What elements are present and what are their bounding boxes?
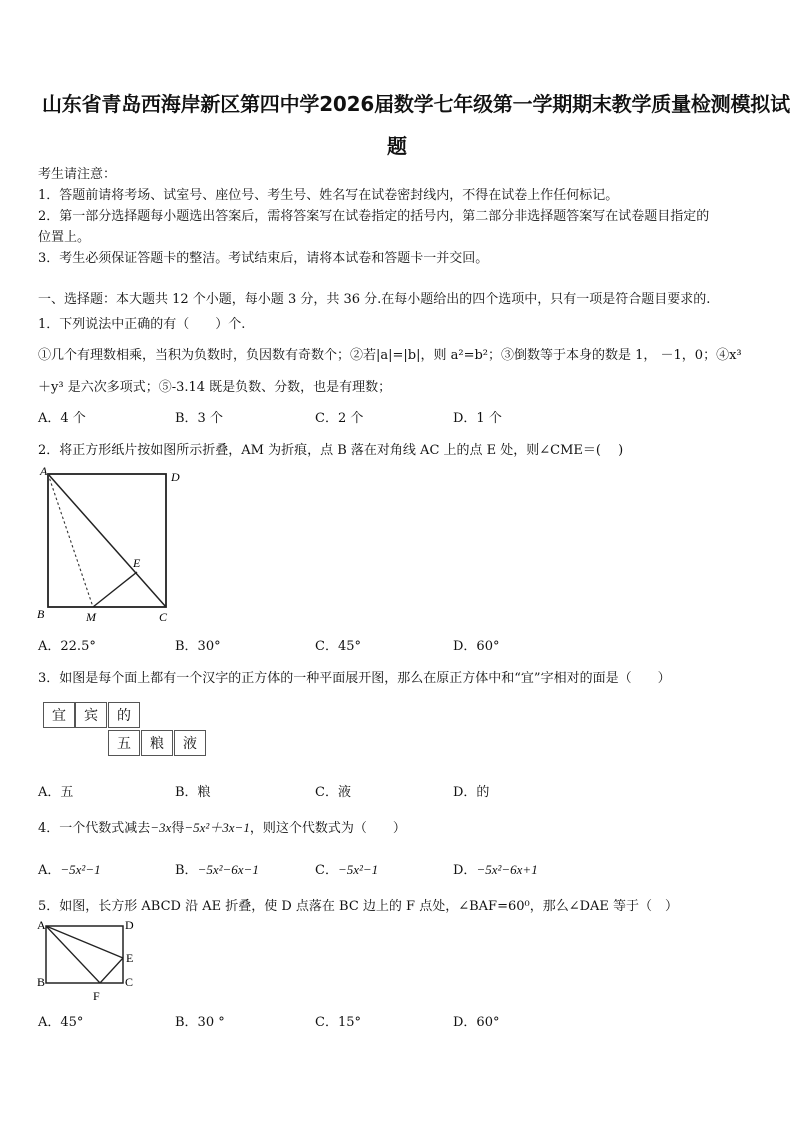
q5-stem: 5．如图，长方形 ABCD 沿 AE 折叠，使 D 点落在 BC 边上的 F 点处，∠BAF=60⁰，那么∠DAE 等于（ ） (38, 899, 679, 914)
q1-text-line2: ＋y³ 是六次多项式；⑤-3.14 既是负数、分数，也是有理数； (38, 380, 392, 395)
label-d: D (171, 470, 180, 484)
q4-option-b-expr: −5x²−6x−1 (197, 862, 259, 877)
q4-stem-part-c: ，则这个代数式为（ ） (249, 821, 406, 836)
rectangle-abcd (46, 926, 123, 983)
q2-option-b: B．30° (175, 639, 221, 654)
q4-stem-part-b: 得 (171, 821, 185, 836)
q4-option-d (453, 859, 538, 878)
notice-item-2-cont: 位置上。 (38, 230, 91, 245)
q4-option-a-label: A． (38, 863, 61, 878)
q3-stem: 3．如图是每个面上都有一个汉字的正方体的一种平面展开图，那么在原正方体中和“宜”字相对的面是（ ） (38, 671, 671, 686)
page-title-line1: 山东省青岛西海岸新区第四中学2026届数学七年级第一学期期末教学质量检测模拟试 (42, 92, 790, 116)
label-f: F (93, 989, 100, 1003)
label-m: M (86, 610, 96, 624)
q3-option-c: C．液 (315, 785, 351, 800)
label-e: E (126, 951, 134, 965)
notice-item-2: 2．第一部分选择题每小题选出答案后，需将答案写在试卷指定的括号内，第二部分非选择题答案写在试卷题目指定的 (38, 209, 710, 224)
q1-option-b: B．3 个 (175, 411, 223, 426)
q1-text-line1: ①几个有理数相乘，当积为负数时，负因数有奇数个；②若|a|=|b|，则 a²=b²；③倒数等于本身的数是 1， －1，0；④x³ (38, 348, 742, 363)
net-cell-bottom-1: 五 (108, 730, 140, 756)
notice-item-3: 3．考生必须保证答题卡的整洁。考试结束后，请将本试卷和答题卡一并交回。 (38, 251, 489, 266)
q4-option-a (38, 859, 101, 878)
q4-option-c (315, 859, 378, 878)
net-cell-top-3: 的 (108, 702, 140, 728)
label-a: A (40, 464, 48, 478)
q4-option-d-label: D． (453, 863, 477, 878)
fold-ae (46, 926, 123, 958)
label-d: D (125, 918, 134, 932)
q2-square-fold-figure (34, 462, 194, 630)
q4-expr-subtracted: −3x (150, 820, 172, 835)
label-e: E (133, 556, 141, 570)
notice-heading: 考生请注意： (38, 167, 117, 182)
q5-option-c: C．15° (315, 1015, 361, 1030)
q1-stem: 1．下列说法中正确的有（ ）个. (38, 317, 246, 332)
label-b: B (37, 975, 46, 989)
net-cell-bottom-2: 粮 (141, 730, 173, 756)
q4-expr-result: −5x²＋3x−1 (184, 820, 250, 835)
q2-option-a: A．22.5° (38, 639, 96, 654)
net-cell-top-2: 宾 (75, 702, 107, 728)
net-cell-bottom-3: 液 (174, 730, 206, 756)
q4-option-d-expr: −5x²−6x+1 (476, 862, 538, 877)
q2-stem: 2．将正方形纸片按如图所示折叠，AM 为折痕，点 B 落在对角线 AC 上的点 E 处，则∠CME＝( ) (38, 443, 624, 458)
q4-option-c-label: C． (315, 863, 338, 878)
q4-option-c-expr: −5x²−1 (337, 862, 379, 877)
notice-item-1: 1．答题前请将考场、试室号、座位号、考生号、姓名写在试卷密封线内，不得在试卷上作任何标记。 (38, 188, 619, 203)
page-title-line2: 题 (387, 134, 407, 158)
q3-option-d: D．的 (453, 785, 490, 800)
label-a: A (37, 918, 46, 932)
segment-af (46, 926, 100, 983)
q5-option-a: A．45° (38, 1015, 84, 1030)
q4-option-b (175, 859, 259, 878)
section-heading: 一、选择题：本大题共 12 个小题，每小题 3 分，共 36 分.在每小题给出的四个选项中，只有一项是符合题目要求的. (38, 292, 711, 307)
diagonal-ac (48, 474, 166, 607)
segment-me (93, 572, 137, 607)
fold-am (48, 474, 93, 607)
q4-option-a-expr: −5x²−1 (60, 862, 101, 877)
q1-option-a: A．4 个 (38, 411, 86, 426)
q2-option-d: D．60° (453, 639, 500, 654)
q4-option-b-label: B． (175, 863, 198, 878)
q5-option-b: B．30 ° (175, 1015, 225, 1030)
q4-stem (38, 817, 406, 836)
q2-option-c: C．45° (315, 639, 361, 654)
q5-option-d: D．60° (453, 1015, 500, 1030)
label-b: B (37, 607, 45, 621)
label-c: C (125, 975, 134, 989)
q1-option-c: C．2 个 (315, 411, 364, 426)
label-c: C (159, 610, 168, 624)
net-cell-top-1: 宜 (43, 702, 75, 728)
q1-option-d: D．1 个 (453, 411, 502, 426)
q4-stem-part-a: 4．一个代数式减去 (38, 821, 151, 836)
q3-option-a: A．五 (38, 785, 74, 800)
q5-rectangle-fold-figure (34, 916, 144, 1006)
segment-fe (100, 958, 123, 983)
q3-option-b: B．粮 (175, 785, 211, 800)
